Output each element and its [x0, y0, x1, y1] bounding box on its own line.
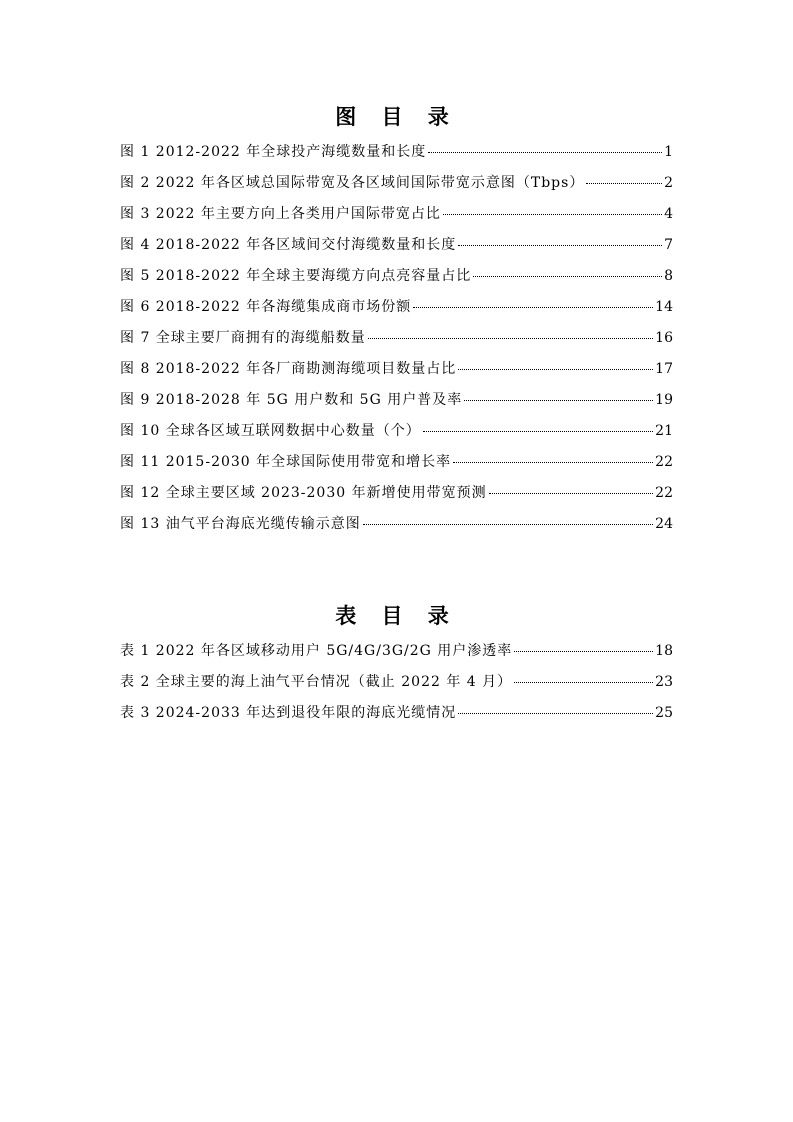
toc-entry-label: 图 12 全球主要区域 2023-2030 年新增使用带宽预测	[120, 485, 487, 501]
toc-entry-label: 图 9 2018-2028 年 5G 用户数和 5G 用户普及率	[120, 392, 463, 408]
toc-entry-label: 表 2 全球主要的海上油气平台情况（截止 2022 年 4 月）	[120, 674, 513, 690]
toc-page-number: 22	[655, 454, 673, 470]
toc-page-number: 25	[655, 705, 673, 721]
figure-toc-entry[interactable]	[120, 205, 673, 236]
figure-toc-entry[interactable]	[120, 484, 673, 515]
toc-entry-label: 图 6 2018-2022 年各海缆集成商市场份额	[120, 299, 412, 315]
toc-entry-label: 图 13 油气平台海底光缆传输示意图	[120, 516, 361, 532]
toc-page-number: 8	[664, 268, 673, 284]
toc-dot-leader	[489, 493, 654, 494]
toc-page-number: 19	[655, 392, 673, 408]
toc-entry-label: 图 7 全球主要厂商拥有的海缆船数量	[120, 330, 366, 346]
figure-toc-entry[interactable]	[120, 329, 673, 360]
table-toc-entry[interactable]	[120, 673, 673, 704]
toc-entry-label: 图 8 2018-2022 年各厂商勘测海缆项目数量占比	[120, 361, 457, 377]
toc-page-number: 14	[655, 299, 673, 315]
figure-toc-entry[interactable]	[120, 143, 673, 174]
toc-dot-leader	[473, 276, 662, 277]
figure-toc-entry[interactable]	[120, 422, 673, 453]
toc-dot-leader	[514, 651, 653, 652]
figure-toc-entry[interactable]	[120, 298, 673, 329]
toc-page-number: 7	[664, 237, 673, 253]
toc-entry-label: 表 1 2022 年各区域移动用户 5G/4G/3G/2G 用户渗透率	[120, 643, 513, 659]
figure-toc-entry[interactable]	[120, 453, 673, 484]
toc-page-number: 24	[655, 516, 673, 532]
tables-toc-title: 表 目 录	[335, 604, 458, 628]
toc-page-number: 2	[664, 175, 673, 191]
figure-toc-entry[interactable]	[120, 267, 673, 298]
toc-entry-label: 图 10 全球各区域互联网数据中心数量（个）	[120, 423, 421, 439]
toc-dot-leader	[458, 245, 662, 246]
toc-dot-leader	[514, 682, 653, 683]
toc-dot-leader	[368, 338, 653, 339]
toc-page-number: 16	[655, 330, 673, 346]
toc-page-number: 23	[655, 674, 673, 690]
toc-dot-leader	[586, 183, 662, 184]
toc-dot-leader	[413, 307, 653, 308]
figures-toc-list	[120, 143, 673, 546]
toc-dot-leader	[363, 524, 653, 525]
toc-page-number: 21	[655, 423, 673, 439]
toc-entry-label: 图 4 2018-2022 年各区域间交付海缆数量和长度	[120, 237, 457, 253]
toc-page-number: 4	[664, 206, 673, 222]
toc-dot-leader	[458, 369, 653, 370]
toc-dot-leader	[423, 431, 653, 432]
figure-toc-entry[interactable]	[120, 515, 673, 546]
toc-page-number: 1	[664, 144, 673, 160]
toc-entry-label: 图 1 2012-2022 年全球投产海缆数量和长度	[120, 144, 427, 160]
toc-page-number: 17	[655, 361, 673, 377]
toc-dot-leader	[453, 462, 653, 463]
tables-toc-list	[120, 642, 673, 735]
table-toc-entry[interactable]	[120, 704, 673, 735]
figure-toc-entry[interactable]	[120, 360, 673, 391]
toc-entry-label: 图 3 2022 年主要方向上各类用户国际带宽占比	[120, 206, 441, 222]
toc-dot-leader	[458, 713, 653, 714]
toc-entry-label: 图 5 2018-2022 年全球主要海缆方向点亮容量占比	[120, 268, 472, 284]
toc-entry-label: 图 11 2015-2030 年全球国际使用带宽和增长率	[120, 454, 452, 470]
figure-toc-entry[interactable]	[120, 391, 673, 422]
toc-entry-label: 图 2 2022 年各区域总国际带宽及各区域间国际带宽示意图（Tbps）	[120, 175, 585, 191]
figures-toc-title: 图 目 录	[335, 105, 458, 129]
toc-page-number: 22	[655, 485, 673, 501]
figure-toc-entry[interactable]	[120, 236, 673, 267]
toc-dot-leader	[428, 152, 662, 153]
toc-dot-leader	[464, 400, 653, 401]
toc-entry-label: 表 3 2024-2033 年达到退役年限的海底光缆情况	[120, 705, 457, 721]
table-toc-entry[interactable]	[120, 642, 673, 673]
figure-toc-entry[interactable]	[120, 174, 673, 205]
toc-page-number: 18	[655, 643, 673, 659]
toc-dot-leader	[443, 214, 662, 215]
